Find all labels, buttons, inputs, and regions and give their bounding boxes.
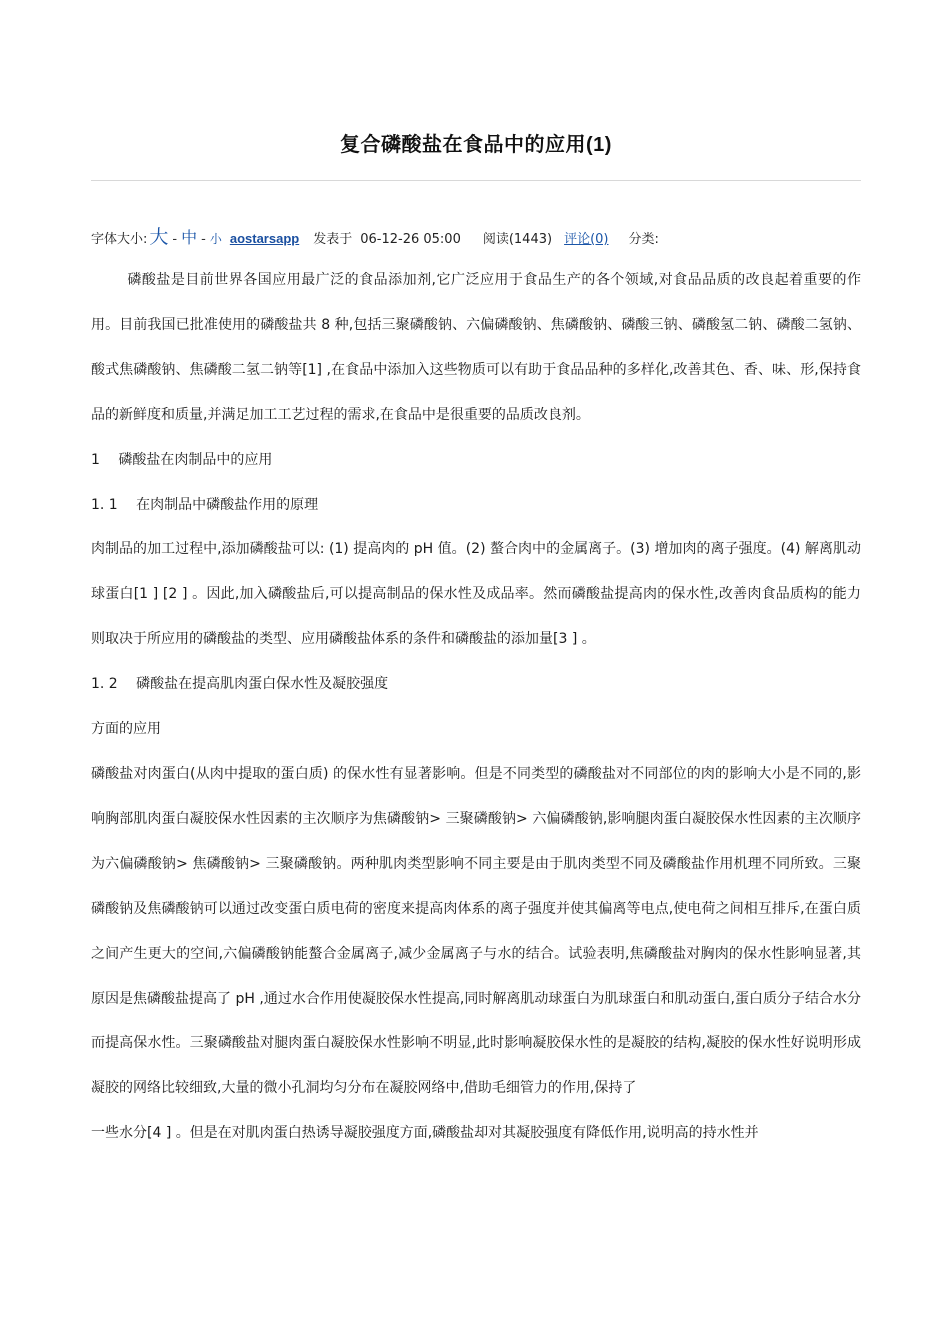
section-heading-1-2-cont: 方面的应用 [91,721,161,738]
paragraph-water-retention: 磷酸盐对肉蛋白(从肉中提取的蛋白质) 的保水性有显著影响。但是不同类型的磷酸盐对不同部位的肉的影响大小是不同的,影响胸部肌肉蛋白凝胶保水性因素的主次顺序为焦磷酸钠> 三聚磷酸钠> 六偏磷酸钠,影响腿肉蛋白凝胶保水性因素的主次顺序为六偏磷酸钠> 焦磷酸钠> 三聚磷酸钠。两种肌肉类型影响不同主要是由于肌肉类型不同及磷酸盐作用机理不同所致。三聚磷酸钠及焦磷酸钠可以通过改变蛋白质电荷的密度来提高肉体系的离子强度并使其偏离等电点,使电荷之间相互排斥,在蛋白质之间产生更大的空间,六偏磷酸钠能螯合金属离子,减少金属离子与水的结合。试验表明,焦磷酸盐对胸肉的保水性影响显著,其原因是焦磷酸盐提高了 pH ,通过水合作用使凝胶保水性提高,同时解离肌动球蛋白为肌球蛋白和肌动蛋白,蛋白质分子结合水分而提高保水性。三聚磷酸盐对腿肉蛋白凝胶保水性影响不明显,此时影响凝胶保水性的是凝胶的结构,凝胶的保水性好说明形成凝胶的网络比较细致,大量的微小孔洞均匀分布在凝胶网络中,借助毛细管力的作用,保持了 [91,765,861,1097]
article-meta-bar [91,222,861,250]
section-heading-1: 1 磷酸盐在肉制品中的应用 [91,451,273,468]
paragraph-intro: 磷酸盐是目前世界各国应用最广泛的食品添加剂,它广泛应用于食品生产的各个领域,对食品品质的改良起着重要的作用。目前我国已批准使用的磷酸盐共 8 种,包括三聚磷酸钠、六偏磷酸钠、焦磷酸钠、磷酸三钠、磷酸氢二钠、磷酸二氢钠、酸式焦磷酸钠、焦磷酸二氢二钠等[1] ,在食品中添加入这些物质可以有助于食品品种的多样化,改善其色、香、味、形,保持食品的新鲜度和质量,并满足加工工艺过程的需求,在食品中是很重要的品质改良剂。 [91,272,861,423]
font-size-large-link[interactable]: 大 [149,226,169,248]
category-label: 分类: [628,232,659,247]
article-body [91,258,861,1156]
section-heading-1-2: 1. 2 磷酸盐在提高肌肉蛋白保水性及凝胶强度 [91,676,389,693]
paragraph-gel-strength: 一些水分[4 ] 。但是在对肌肉蛋白热诱导凝胶强度方面,磷酸盐却对其凝胶强度有降低作用,说明高的持水性并 [91,1125,759,1142]
separator: - [201,232,206,247]
separator: - [172,232,178,247]
section-heading-1-1: 1. 1 在肉制品中磷酸盐作用的原理 [91,496,319,513]
font-size-label: 字体大小: [91,232,148,247]
posted-label: 发表于 [313,232,353,247]
read-count: 阅读(1443) [482,232,553,247]
posted-time: 06-12-26 05:00 [360,232,461,247]
paragraph-principle: 肉制品的加工过程中,添加磷酸盐可以: (1) 提高肉的 pH 值。(2) 螯合肉中的金属离子。(3) 增加肉的离子强度。(4) 解离肌动球蛋白[1 ] [2 ] 。因此,加入磷酸盐后,可以提高制品的保水性及成品率。然而磷酸盐提高肉的保水性,改善肉食品质构的能力则取决于所应用的磷酸盐的类型、应用磷酸盐体系的条件和磷酸盐的添加量[3 ] 。 [91,541,861,648]
font-size-small-link[interactable]: 小 [209,232,222,246]
comments-link[interactable]: 评论(0) [564,232,609,247]
author-link[interactable]: aostarsapp [229,231,300,246]
article-title: 复合磷酸盐在食品中的应用(1) [340,134,612,156]
title-divider [91,180,861,181]
font-size-medium-link[interactable]: 中 [181,228,198,247]
